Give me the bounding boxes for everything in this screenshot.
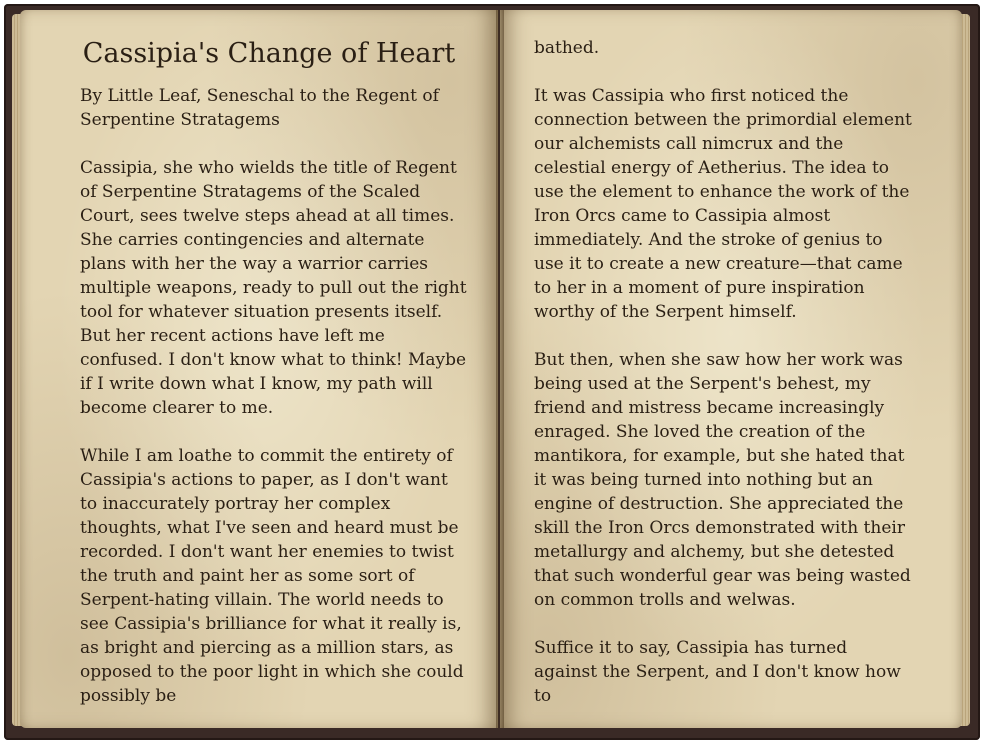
book-spine <box>496 10 504 728</box>
right-paragraph-2: It was Cassipia who first noticed the connection between the primordial element our alchemists call nimcrux and the celestial energy of Aetherius. The idea to use the element to enhance the work of the Iron Orcs came to Cassipia almost immediately. And the stroke of genius to use it to create a new creature—that came to her in a moment of pure inspiration worthy of the Serpent himself. <box>534 86 912 322</box>
left-paragraph-2: While I am loathe to commit the entirety of Cassipia's actions to paper, as I don't want to inaccurately portray her complex thoughts, what I've seen and heard must be recorded. I don't want her enemies to twist the truth and paint her as some sort of Serpent-hating villain. The world needs to see Cassipia's brilliance for what it really is, as bright and piercing as a million stars, as opposed to the poor light in which she could possibly be <box>80 446 464 706</box>
book-title: Cassipia's Change of Heart <box>82 38 456 69</box>
left-page-text <box>80 84 470 732</box>
right-paragraph-1: bathed. <box>534 38 600 58</box>
byline: By Little Leaf, Seneschal to the Regent of Serpentine Stratagems <box>80 86 439 130</box>
right-page-text <box>534 36 914 732</box>
left-paragraph-1: Cassipia, she who wields the title of Regent of Serpentine Stratagems of the Scaled Court, sees twelve steps ahead at all times. She carries contingencies and alternate plans with her the way a warrior carries multiple weapons, ready to pull out the right tool for whatever situation presents itself. But her recent actions have left me confused. I don't know what to think! Maybe if I write down what I know, my path will become clearer to me. <box>80 158 467 418</box>
right-paragraph-3: But then, when she saw how her work was being used at the Serpent's behest, my friend and mistress became increasingly enraged. She loved the creation of the mantikora, for example, but she hated that it was being turned into nothing but an engine of destruction. She appreciated the skill the Iron Orcs demonstrated with their metallurgy and alchemy, but she detested that such wonderful gear was being wasted on common trolls and welwas. <box>534 350 911 610</box>
right-paragraph-4: Suffice it to say, Cassipia has turned against the Serpent, and I don't know how to <box>534 638 901 706</box>
